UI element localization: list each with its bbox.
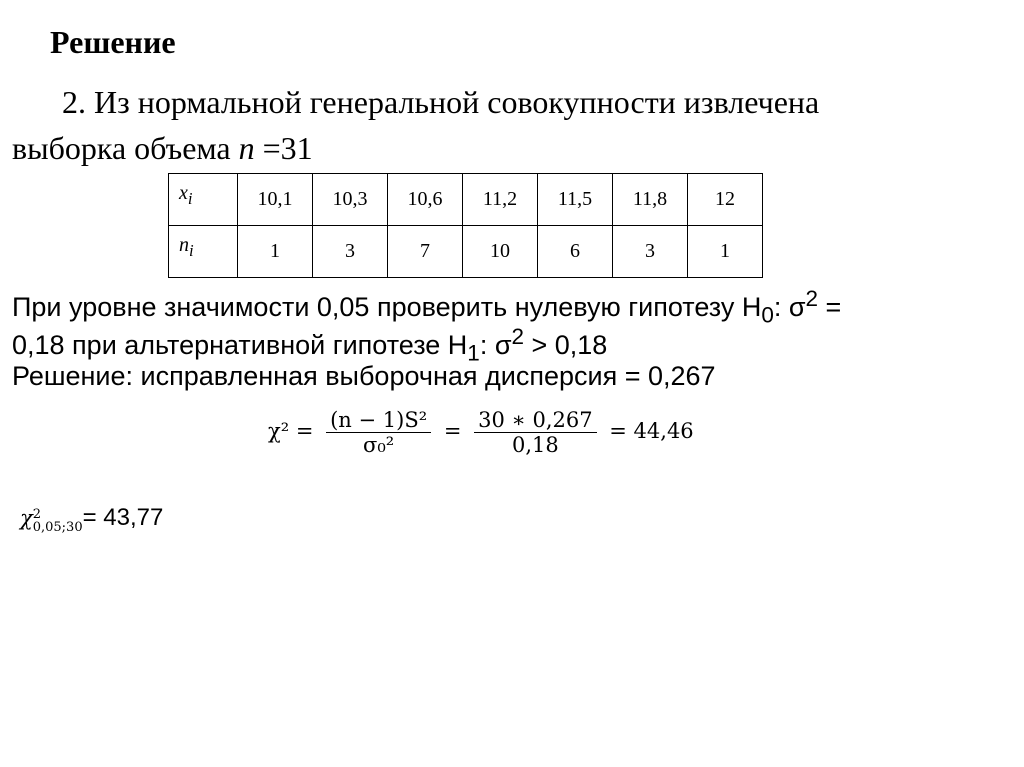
lhs: χ² = <box>268 419 314 443</box>
cell: 1 <box>688 226 763 278</box>
fraction-2: $\frac{30 ∗ 0,267}{0,18}$ <box>474 408 596 457</box>
hypothesis-line-1: При уровне значимости 0,05 проверить нулевую гипотезу $H_0$: $\sigma^2$ = <box>12 286 842 328</box>
cell: 3 <box>313 226 388 278</box>
table-row-x <box>169 174 763 226</box>
text: =31 <box>254 130 313 166</box>
cell: 10,3 <box>313 174 388 226</box>
cell: 1 <box>238 226 313 278</box>
critical-value: χ 2 0,05;30 = 43,77 <box>20 504 164 536</box>
cell: 6 <box>538 226 613 278</box>
cell: 11,8 <box>613 174 688 226</box>
slide-title: Решение <box>50 24 176 60</box>
header-n: $n_i$ <box>169 226 238 278</box>
table-row-n <box>169 226 763 278</box>
n-variable: n <box>238 130 255 166</box>
cell: 10,6 <box>388 174 463 226</box>
cell: 10 <box>463 226 538 278</box>
header-x: $x_i$ <box>169 174 238 226</box>
cell: 11,5 <box>538 174 613 226</box>
cell: 10,1 <box>238 174 313 226</box>
cell: 11,2 <box>463 174 538 226</box>
text: выборка объема <box>12 130 239 166</box>
frequency-table <box>168 173 763 278</box>
problem-line-2 <box>12 130 313 167</box>
result: = 44,46 <box>609 419 694 443</box>
problem-line-1: 2. Из нормальной генеральной совокупности извлечена <box>62 84 820 120</box>
equals: = <box>443 419 462 443</box>
cell: 12 <box>688 174 763 226</box>
hypothesis-line-2: 0,18 при альтернативной гипотезе $H_1$: $\sigma^2 > 0,18$ <box>12 324 608 366</box>
chi-square-formula <box>268 408 694 457</box>
fraction-1: $\frac{\text{(n − 1)S²}}{\text{σ₀²}}$ <box>326 408 431 457</box>
solution-line: Решение: исправленная выборочная дисперсия = 0,267 <box>12 361 716 391</box>
cell: 3 <box>613 226 688 278</box>
cell: 7 <box>388 226 463 278</box>
